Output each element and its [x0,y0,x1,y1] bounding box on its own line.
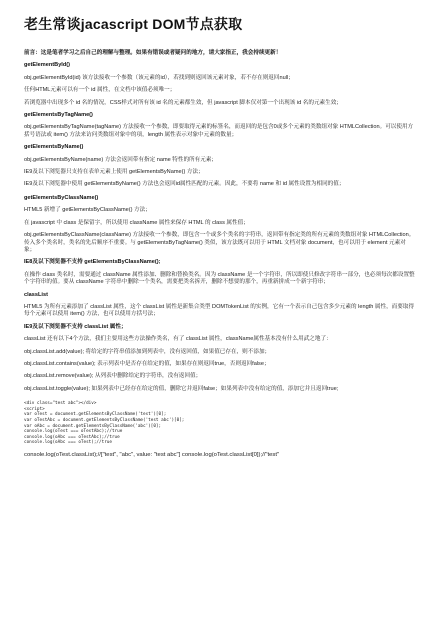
paragraph: obj.classList.add(value); 将给定的字符串值添加到列表中，没有返回值，如果值已存在，则不添加； [24,348,271,355]
code-line: console.log(oAbc === oTestAbc);//true [24,434,120,440]
code-line: var oAbc = document.getElementsByClassName('abc')[0]; [24,423,162,429]
paragraph: obj.getElementsByName(name) 方法会返回带有指定 name 特性的所有元素； [24,156,218,163]
code-line: <div class="test abc"></div> [24,401,97,407]
paragraph: 在 javascript 中 class 是保留字，所以使用 className 属性来保存 HTML 的 class 属性值； [24,219,249,226]
section-heading: IE9及以下浏览器不支持 classList 属性； [24,323,127,330]
paragraph: classList 还有以下4个方法，我们主要用这些方法操作类名，有了 classList 属性，className属性基本没有什么用武之地了： [24,336,332,343]
paragraph: obj.getElementsByClassName(className) 方法接收一个参数，即包含一个或多个类名的字符串，返回带有指定类的所有元素的类数组对象 HTMLCollection。传入多个类名时，类名的先后顺序不重要。与 getElementsByTagName() 类似，该方法既可以用于 HTML 文档对象 document，也可以用于 element 元素对象； [24,232,415,253]
paragraph: 在操作 class 类名时，需要通过 className 属性添加、删除和替换类名。因为 className 是一个字符串，所以即使只修改字符串一部分，也必须每次都设置整个字符串的值。要从 className 字符串中删除一个类名，需要把类名拆开，删除不想要的那个，再重新拼成一个新字符串； [24,271,415,286]
section-heading: getElementsByClassName() [24,194,99,201]
section-heading: getElementsByName() [24,144,84,151]
code-line: <script> [24,406,45,412]
section-heading: getElementsByTagName() [24,112,93,119]
code-footer-line: console.log(oTest.classList);//["test", "abc", value: "test abc"] console.log(oTest.classList[0]);//"test" [24,451,280,458]
document-page [24,14,416,458]
doc-body [24,50,416,393]
doc-title: 老生常谈jacascript DOM节点获取 [24,16,243,32]
paragraph: HTML5 为所有元素添加了 classList 属性，这个 classList 属性是新集合类型 DOMTokenList 的实例，它有一个表示自己包含多少元素的 length 属性，而要取得每个元素可以使用 item() 方法，也可以使用方括号法； [24,303,415,318]
paragraph: obj.classList.toggle(value); 如果列表中已经存在给定的值，删除它并返回false；如果列表中没有给定的值，添加它并且返回true; [24,385,339,392]
section-heading: getElementById() [24,62,70,69]
paragraph: HTML5 新增了 getElementsByClassName() 方法； [24,207,151,214]
code-line: console.log(oAbc === oTest);//true [24,440,112,446]
code-line: var oTestAbc = document.getElementsByClassName('test abc')[0]; [24,417,185,423]
section-heading: IE8及以下浏览器不支持 getElementsByClassName(); [24,259,161,266]
paragraph: IE9及以下浏览器中使用 getElementsByName() 方法也会返回id属性匹配的元素。因此，不要将 name 和 id 属性设置为相同的值； [24,181,345,188]
intro-paragraph: 前言：这是笔者学习之后自己的理解与整理。如果有错误或者疑问的地方，请大家指正，我会持续更新！ [24,50,282,56]
code-line: console.log(oTest === oTestAbc);//true [24,429,123,435]
paragraph: 若浏览器中出现多个 id 名的情况，CSS样式对所有该 id 名的元素都生效，但 javascript 脚本仅对第一个出现该 id 名的元素生效； [24,99,342,106]
paragraph: IE9及以下浏览器只支持在表单元素上使用 getElementsByName() 方法； [24,169,204,176]
code-block [24,401,416,446]
paragraph: obj.classList.remove(value); 从列表中删除给定的字符串，没有返回值； [24,373,202,380]
code-line: var oTest = document.getElementsByClassName('test')[0]; [24,412,167,418]
paragraph: obj.getElementsByTagName(tagName) 方法接收一个参数，即要取得元素的标签名，而返回的是包含0或多个元素的类数组对象 HTMLCollection。可以使用方括号语法或 item() 方法来访问类数组对象中的项，length 属性表示对象中元素的数量； [24,124,414,138]
section-heading: classList [24,291,48,298]
paragraph: obj.getElementById(id) 该方法接收一个参数（该元素的id），若找到则返回该元素对象，若不存在则返回null； [24,74,294,81]
paragraph: obj.classList.contains(value); 表示列表中是否存在给定的值，如果存在则返回true，否则返回false； [24,360,270,367]
paragraph: 任何HTML元素可以有一个 id 属性，在文档中该值必须唯一； [24,87,176,94]
